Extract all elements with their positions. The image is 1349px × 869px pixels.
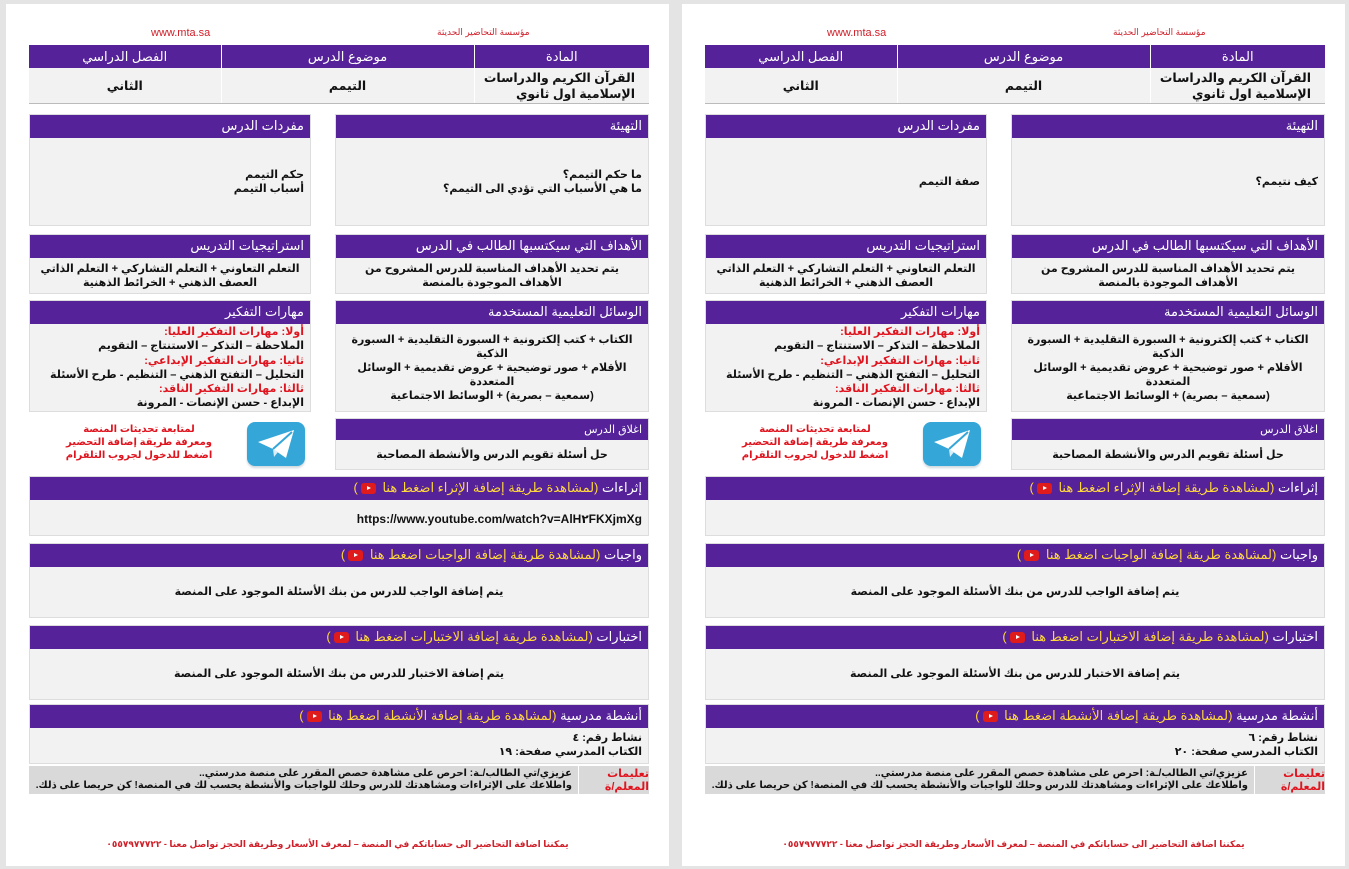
thinking-heading: ثانيا: مهارات التفكير الإبداعي: bbox=[144, 354, 304, 367]
enrichment-section bbox=[705, 476, 1325, 536]
org-name: مؤسسة التحاضير الحديثة bbox=[1113, 27, 1206, 37]
enrichment-section bbox=[29, 476, 649, 536]
thinking-heading: ثانيا: مهارات التفكير الإبداعي: bbox=[820, 354, 980, 367]
strategies-title: استراتيجيات التدريس bbox=[30, 235, 310, 258]
activities-help-link[interactable]: (لمشاهدة طريقة إضافة الأنشطة اضغط هنا ) bbox=[299, 708, 557, 723]
warmup-section bbox=[1011, 114, 1325, 226]
subject-header: المادة bbox=[474, 45, 649, 68]
strategies-line: التعلم التعاوني + التعلم التشاركي + التعلم الذاتي bbox=[716, 263, 976, 275]
thinking-heading: ثالثا: مهارات التفكير الناقد: bbox=[835, 383, 980, 396]
telegram-plane-icon bbox=[932, 428, 972, 460]
goals-title: الأهداف التي سيكتسبها الطالب في الدرس bbox=[336, 235, 648, 258]
subject-value: القرآن الكريم والدراسات الإسلامية اول ثانوي bbox=[474, 68, 649, 103]
youtube-icon bbox=[1024, 550, 1039, 561]
activities-title: أنشطة مدرسية bbox=[560, 708, 642, 723]
activities-header bbox=[706, 705, 1324, 728]
aids-line: الكتاب + كتب إلكترونية + السبورة التقليدية + السبورة الذكية bbox=[1027, 334, 1309, 360]
tests-header bbox=[706, 626, 1324, 649]
telegram-button[interactable] bbox=[247, 422, 305, 466]
activities-help-link[interactable]: (لمشاهدة طريقة إضافة الأنشطة اضغط هنا ) bbox=[975, 708, 1233, 723]
warmup-question: ما هي الأسباب التي تؤدي الى التيمم؟ bbox=[442, 183, 642, 195]
strategies-line: العصف الذهني + الخرائط الذهنية bbox=[758, 277, 934, 289]
homework-help-link[interactable]: (لمشاهدة طريقة إضافة الواجبات اضغط هنا ) bbox=[1016, 547, 1277, 562]
lesson-plan-page-left bbox=[6, 4, 669, 866]
thinking-text: التحليل – التفتح الذهني – التنظيم - طرح الأسئلة bbox=[50, 368, 304, 381]
thinking-text: الإبداع - حسن الإنصات - المرونة bbox=[812, 397, 980, 410]
closing-title: اغلاق الدرس bbox=[336, 419, 648, 440]
enrichment-header bbox=[706, 477, 1324, 500]
homework-section bbox=[705, 543, 1325, 618]
homework-title: واجبات bbox=[603, 547, 642, 562]
enrichment-title: إثراءات bbox=[1278, 480, 1318, 495]
youtube-icon bbox=[348, 550, 363, 561]
warmup-question: ما حكم التيمم؟ bbox=[562, 169, 642, 181]
teacher-line: عزيزي/تي الطالب/ـة: احرص على مشاهدة حصص المقرر على منصة مدرستي.. bbox=[875, 768, 1248, 779]
thinking-heading: ثالثا: مهارات التفكير الناقد: bbox=[159, 383, 304, 396]
aids-line: الأقلام + صور توضيحية + عروض تقديمية + الوسائل المتعددة bbox=[357, 362, 627, 388]
homework-title: واجبات bbox=[1279, 547, 1318, 562]
tests-section bbox=[705, 625, 1325, 700]
goals-section bbox=[335, 234, 649, 294]
thinking-heading: أولا: مهارات التفكير العليا: bbox=[840, 326, 980, 338]
activity-number: نشاط رقم: ٤ bbox=[572, 732, 642, 744]
tests-text: يتم إضافة الاختبار للدرس من بنك الأسئلة الموجود على المنصة bbox=[173, 668, 505, 680]
aids-title: الوسائل التعليمية المستخدمة bbox=[1012, 301, 1324, 324]
enrichment-link[interactable]: https://www.youtube.com/watch?v=AlH٢FKXjmXg bbox=[356, 512, 642, 526]
telegram-button[interactable] bbox=[923, 422, 981, 466]
aids-line: (سمعية – بصرية) + الوسائط الاجتماعية bbox=[390, 390, 594, 402]
aids-line: (سمعية – بصرية) + الوسائط الاجتماعية bbox=[1066, 390, 1270, 402]
teacher-line: واطلاعك على الإثراءات ومشاهدتك للدرس وحلك للواجبات والأنشطة يحسب لك في المنصة! كن حريصا على ذلك. bbox=[711, 780, 1248, 791]
telegram-promo-text[interactable]: لمتابعة تحديثات المنصة ومعرفة طريقة إضافة التحضير اضغط للدخول لجروب التلقرام bbox=[741, 424, 889, 461]
activities-title: أنشطة مدرسية bbox=[1236, 708, 1318, 723]
enrichment-title: إثراءات bbox=[602, 480, 642, 495]
youtube-icon bbox=[1037, 483, 1052, 494]
homework-text: يتم إضافة الواجب للدرس من بنك الأسئلة الموجود على المنصة bbox=[174, 586, 504, 598]
thinking-text: الإبداع - حسن الإنصات - المرونة bbox=[136, 397, 304, 410]
thinking-title: مهارات التفكير bbox=[30, 301, 310, 324]
strategies-line: العصف الذهني + الخرائط الذهنية bbox=[82, 277, 258, 289]
warmup-section bbox=[335, 114, 649, 226]
teacher-line: عزيزي/تي الطالب/ـة: احرص على مشاهدة حصص المقرر على منصة مدرستي.. bbox=[199, 768, 572, 779]
vocab-item: أسباب التيمم bbox=[233, 183, 304, 195]
strategies-section bbox=[705, 234, 987, 294]
activities-section bbox=[705, 704, 1325, 764]
warmup-title: التهيئة bbox=[336, 115, 648, 138]
goals-section bbox=[1011, 234, 1325, 294]
vocab-section bbox=[29, 114, 311, 226]
goals-text: يتم تحديد الأهداف المناسبة للدرس المشروح من الأهداف الموجودة بالمنصة bbox=[364, 263, 620, 289]
goals-text: يتم تحديد الأهداف المناسبة للدرس المشروح من الأهداف الموجودة بالمنصة bbox=[1040, 263, 1296, 289]
footer-contact: يمكننا اضافة التحاضير الى حساباتكم في المنصة – لمعرف الأسعار وطريقة الحجز تواصل معنا - ٠٥٥٧٩٧٧٧٢٢ bbox=[106, 839, 569, 849]
warmup-title: التهيئة bbox=[1012, 115, 1324, 138]
goals-title: الأهداف التي سيكتسبها الطالب في الدرس bbox=[1012, 235, 1324, 258]
lesson-plan-page-right bbox=[682, 4, 1345, 866]
homework-text: يتم إضافة الواجب للدرس من بنك الأسئلة الموجود على المنصة bbox=[850, 586, 1180, 598]
homework-header bbox=[30, 544, 648, 567]
vocab-title: مفردات الدرس bbox=[706, 115, 986, 138]
tests-title: اختبارات bbox=[1272, 629, 1318, 644]
book-page: الكتاب المدرسي صفحة: ١٩ bbox=[498, 746, 642, 758]
subject-value: القرآن الكريم والدراسات الإسلامية اول ثانوي bbox=[1150, 68, 1325, 103]
lesson-meta-table bbox=[29, 45, 649, 104]
activity-number: نشاط رقم: ٦ bbox=[1248, 732, 1318, 744]
closing-text: حل أسئلة تقويم الدرس والأنشطة المصاحبة bbox=[376, 449, 608, 461]
youtube-icon bbox=[1010, 632, 1025, 643]
homework-header bbox=[706, 544, 1324, 567]
vocab-section bbox=[705, 114, 987, 226]
closing-title: اغلاق الدرس bbox=[1012, 419, 1324, 440]
teacher-label: تعليمات المعلم/ة bbox=[1280, 768, 1325, 793]
tests-section bbox=[29, 625, 649, 700]
thinking-text: الملاحظة – التذكر – الاستنتاج – التقويم bbox=[774, 340, 980, 353]
youtube-icon bbox=[307, 711, 322, 722]
enrichment-help-link[interactable]: (لمشاهدة طريقة إضافة الإثراء اضغط هنا ) bbox=[1029, 480, 1275, 495]
youtube-icon bbox=[334, 632, 349, 643]
closing-section bbox=[335, 418, 649, 470]
teacher-instructions bbox=[705, 766, 1325, 794]
site-url[interactable]: www.mta.sa bbox=[827, 27, 887, 39]
closing-text: حل أسئلة تقويم الدرس والأنشطة المصاحبة bbox=[1052, 449, 1284, 461]
vocab-item: حكم التيمم bbox=[245, 169, 304, 181]
youtube-icon bbox=[361, 483, 376, 494]
semester-header: الفصل الدراسي bbox=[705, 45, 897, 68]
aids-line: الأقلام + صور توضيحية + عروض تقديمية + الوسائل المتعددة bbox=[1033, 362, 1303, 388]
topic-value: التيمم bbox=[897, 68, 1150, 103]
telegram-plane-icon bbox=[256, 428, 296, 460]
aids-line: الكتاب + كتب إلكترونية + السبورة التقليدية + السبورة الذكية bbox=[351, 334, 633, 360]
activities-section bbox=[29, 704, 649, 764]
thinking-title: مهارات التفكير bbox=[706, 301, 986, 324]
tests-title: اختبارات bbox=[596, 629, 642, 644]
semester-header: الفصل الدراسي bbox=[29, 45, 221, 68]
strategies-section bbox=[29, 234, 311, 294]
teacher-label: تعليمات المعلم/ة bbox=[604, 768, 649, 793]
topic-value: التيمم bbox=[221, 68, 474, 103]
vocab-item: صفة التيمم bbox=[918, 176, 980, 188]
topic-header: موضوع الدرس bbox=[221, 45, 474, 68]
thinking-skills-section bbox=[29, 300, 311, 412]
homework-help-link[interactable]: (لمشاهدة طريقة إضافة الواجبات اضغط هنا ) bbox=[340, 547, 601, 562]
homework-section bbox=[29, 543, 649, 618]
org-name: مؤسسة التحاضير الحديثة bbox=[437, 27, 530, 37]
warmup-question: كيف نتيمم؟ bbox=[1255, 176, 1318, 188]
closing-section bbox=[1011, 418, 1325, 470]
thinking-heading: أولا: مهارات التفكير العليا: bbox=[164, 326, 304, 338]
semester-value: الثاني bbox=[29, 68, 221, 103]
aids-section bbox=[1011, 300, 1325, 412]
tests-text: يتم إضافة الاختبار للدرس من بنك الأسئلة الموجود على المنصة bbox=[849, 668, 1181, 680]
enrichment-help-link[interactable]: (لمشاهدة طريقة إضافة الإثراء اضغط هنا ) bbox=[353, 480, 599, 495]
lesson-meta-table bbox=[705, 45, 1325, 104]
enrichment-header bbox=[30, 477, 648, 500]
topic-header: موضوع الدرس bbox=[897, 45, 1150, 68]
enrichment-link[interactable] bbox=[706, 500, 1324, 512]
tests-help-link[interactable]: (لمشاهدة طريقة إضافة الاختبارات اضغط هنا ) bbox=[1002, 629, 1269, 644]
aids-section bbox=[335, 300, 649, 412]
strategies-title: استراتيجيات التدريس bbox=[706, 235, 986, 258]
teacher-line: واطلاعك على الإثراءات ومشاهدتك للدرس وحلك للواجبات والأنشطة يحسب لك في المنصة! كن حريصا على ذلك. bbox=[35, 780, 572, 791]
thinking-text: الملاحظة – التذكر – الاستنتاج – التقويم bbox=[98, 340, 304, 353]
semester-value: الثاني bbox=[705, 68, 897, 103]
vocab-title: مفردات الدرس bbox=[30, 115, 310, 138]
activities-header bbox=[30, 705, 648, 728]
strategies-line: التعلم التعاوني + التعلم التشاركي + التعلم الذاتي bbox=[40, 263, 300, 275]
subject-header: المادة bbox=[1150, 45, 1325, 68]
site-url[interactable]: www.mta.sa bbox=[151, 27, 211, 39]
tests-header bbox=[30, 626, 648, 649]
telegram-promo-text[interactable]: لمتابعة تحديثات المنصة ومعرفة طريقة إضافة التحضير اضغط للدخول لجروب التلقرام bbox=[65, 424, 213, 461]
aids-title: الوسائل التعليمية المستخدمة bbox=[336, 301, 648, 324]
footer-contact: يمكننا اضافة التحاضير الى حساباتكم في المنصة – لمعرف الأسعار وطريقة الحجز تواصل معنا - ٠٥٥٧٩٧٧٧٢٢ bbox=[782, 839, 1245, 849]
book-page: الكتاب المدرسي صفحة: ٢٠ bbox=[1174, 746, 1318, 758]
tests-help-link[interactable]: (لمشاهدة طريقة إضافة الاختبارات اضغط هنا ) bbox=[326, 629, 593, 644]
youtube-icon bbox=[983, 711, 998, 722]
thinking-text: التحليل – التفتح الذهني – التنظيم - طرح الأسئلة bbox=[726, 368, 980, 381]
thinking-skills-section bbox=[705, 300, 987, 412]
teacher-instructions bbox=[29, 766, 649, 794]
